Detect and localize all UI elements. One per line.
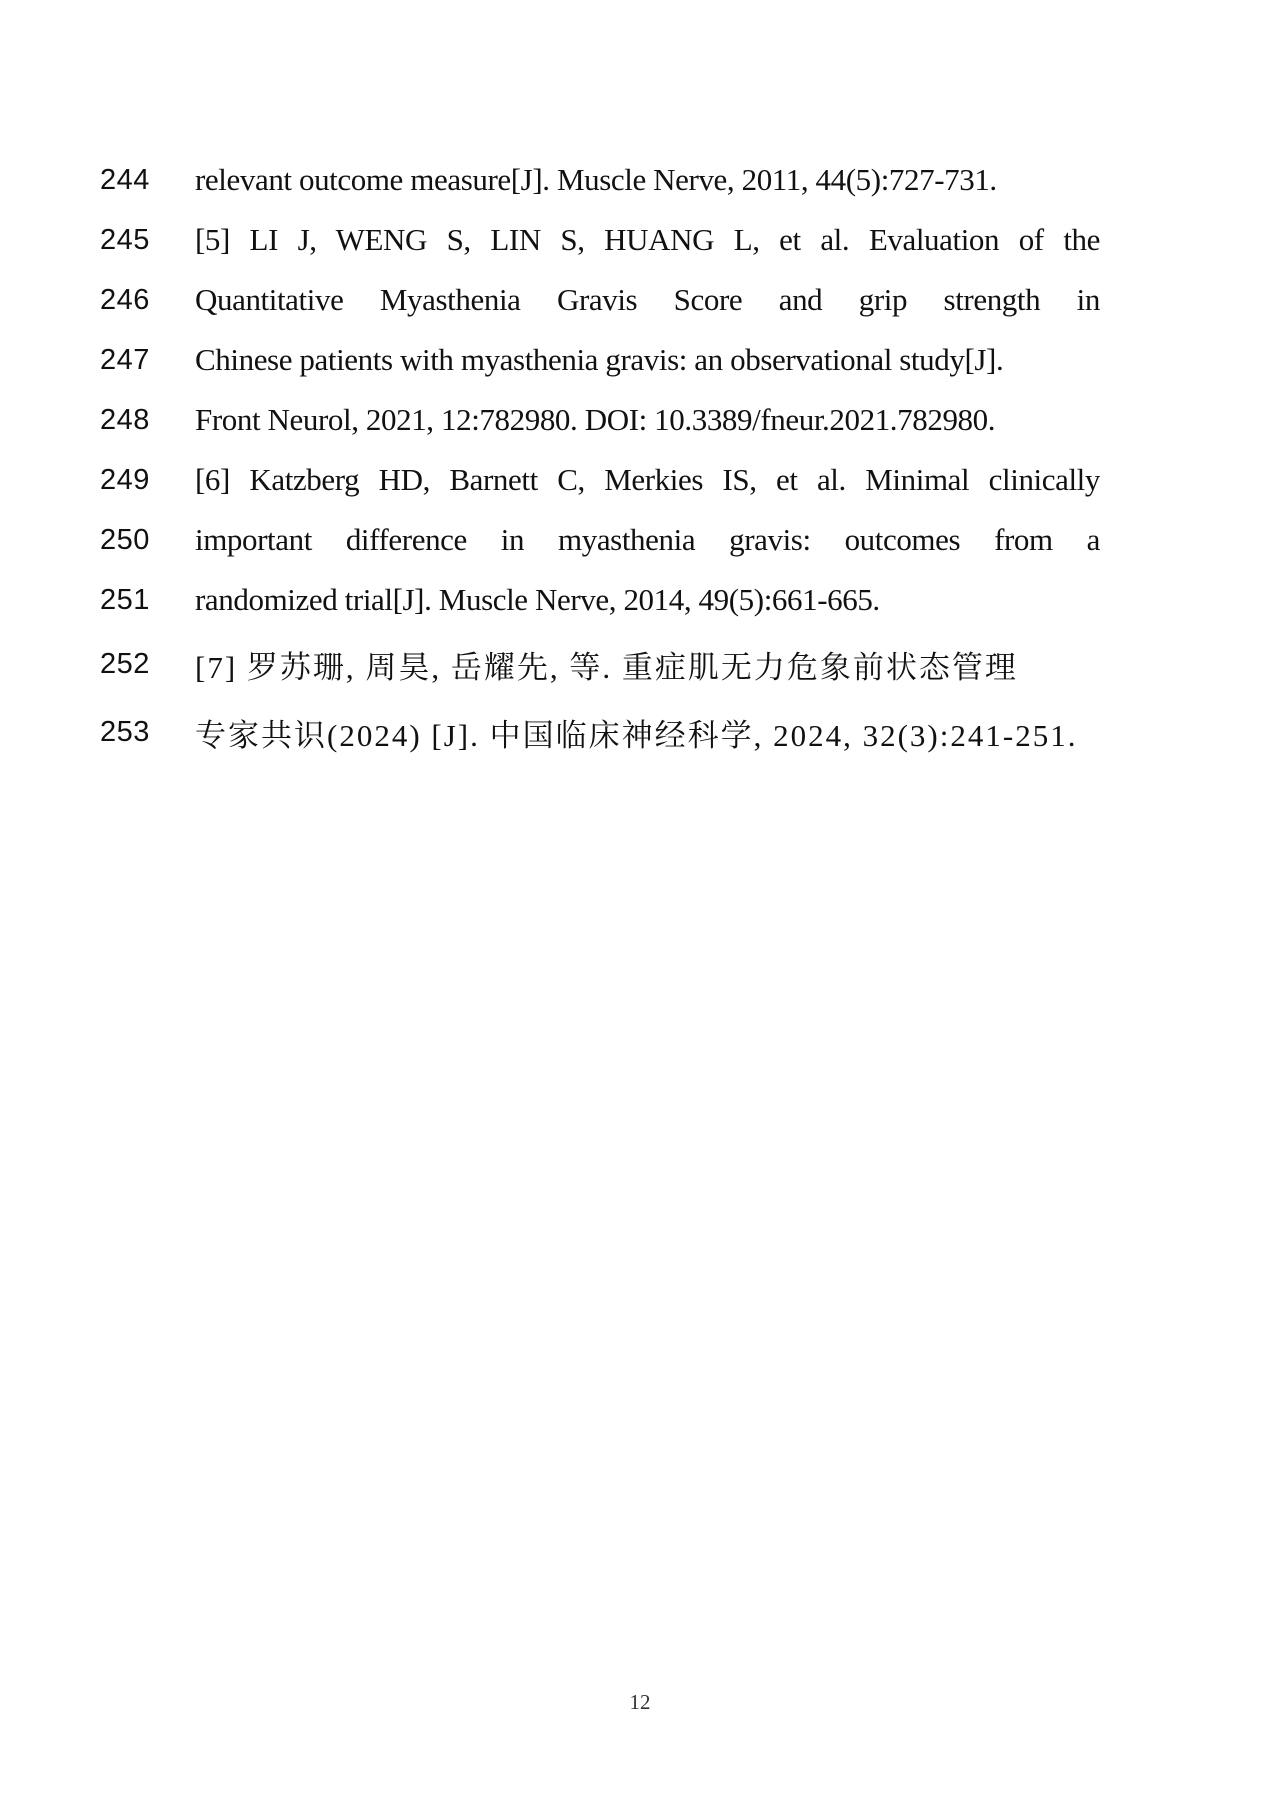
- reference-text: Chinese patients with myasthenia gravis: an observational study[J].: [195, 342, 1004, 377]
- text-line: [100, 150, 1100, 210]
- text-line: [100, 270, 1100, 330]
- reference-text: 专家共识(2024) [J]. 中国临床神经科学, 2024, 32(3):241-251.: [195, 717, 1078, 753]
- reference-text: [5] LI J, WENG S, LIN S, HUANG L, et al. Evaluation of the: [195, 222, 1100, 257]
- reference-text: [6] Katzberg HD, Barnett C, Merkies IS, et al. Minimal clinically: [195, 462, 1100, 497]
- line-number: 245: [100, 223, 150, 256]
- reference-text: randomized trial[J]. Muscle Nerve, 2014, 49(5):661-665.: [195, 582, 880, 617]
- line-number: 244: [100, 163, 150, 196]
- line-number: 247: [100, 343, 150, 376]
- line-number: 252: [100, 647, 150, 680]
- text-line: [100, 450, 1100, 510]
- text-line: [100, 698, 1100, 766]
- text-line: [100, 510, 1100, 570]
- line-number: 249: [100, 463, 150, 496]
- page-number: 12: [629, 1690, 651, 1714]
- text-line: [100, 390, 1100, 450]
- reference-text: [7] 罗苏珊, 周昊, 岳耀先, 等. 重症肌无力危象前状态管理: [195, 649, 1018, 685]
- line-number: 246: [100, 283, 150, 316]
- text-line: [100, 570, 1100, 630]
- line-number: 253: [100, 715, 150, 748]
- reference-text: important difference in myasthenia gravis: outcomes from a: [195, 522, 1100, 557]
- reference-text: relevant outcome measure[J]. Muscle Nerve, 2011, 44(5):727-731.: [195, 162, 997, 197]
- line-number: 250: [100, 523, 150, 556]
- line-number: 248: [100, 403, 150, 436]
- reference-text: Quantitative Myasthenia Gravis Score and grip strength in: [195, 282, 1100, 317]
- text-line: [100, 330, 1100, 390]
- line-number: 251: [100, 583, 150, 616]
- text-line: [100, 630, 1100, 698]
- reference-text: Front Neurol, 2021, 12:782980. DOI: 10.3389/fneur.2021.782980.: [195, 402, 996, 437]
- text-line: [100, 210, 1100, 270]
- reference-list: [100, 150, 1100, 766]
